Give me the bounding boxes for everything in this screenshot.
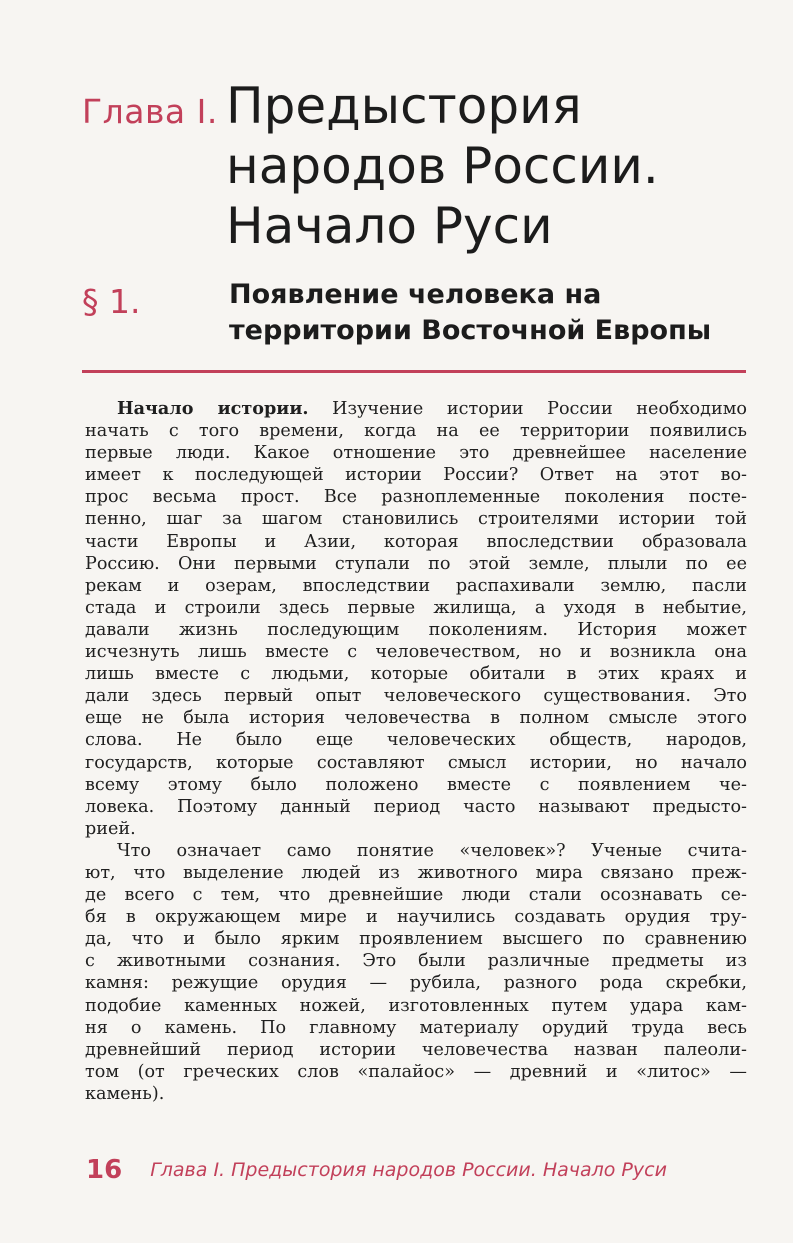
section-title-line: территории Восточной Европы bbox=[229, 315, 712, 346]
text-line: Россию. Они первыми ступали по этой земле, плыли по ее bbox=[85, 553, 747, 574]
section-number: § 1. bbox=[82, 282, 141, 321]
page-footer bbox=[86, 1155, 667, 1185]
text-line: рией. bbox=[85, 818, 136, 839]
chapter-title-line: Начало Руси bbox=[226, 197, 553, 255]
text-line: слова. Не было еще человеческих обществ, народов, bbox=[85, 730, 747, 751]
paragraph bbox=[85, 840, 747, 1105]
text-line: прос весьма прост. Все разноплеменные поколения посте- bbox=[85, 487, 747, 508]
text-line: ня о камень. По главному материалу орудий труда весь bbox=[85, 1017, 747, 1038]
text-line: всему этому было положено вместе с появлением че- bbox=[85, 774, 747, 795]
run-in-heading: Начало истории. bbox=[117, 398, 309, 419]
text-line: первые люди. Какое отношение это древнейшее население bbox=[85, 443, 747, 464]
paragraph bbox=[85, 398, 747, 840]
text-line: пенно, шаг за шагом становились строителями истории той bbox=[85, 509, 747, 530]
body-text bbox=[85, 398, 747, 1105]
section-divider bbox=[82, 370, 746, 373]
text-line: древнейший период истории человечества назван палеоли- bbox=[85, 1039, 747, 1060]
running-head: Глава I. Предыстория народов России. Начало Руси bbox=[150, 1159, 667, 1181]
text-line: имеет к последующей истории России? Ответ на этот во- bbox=[85, 465, 747, 486]
chapter-title-line: Предыстория bbox=[226, 77, 582, 135]
chapter-title bbox=[226, 76, 766, 256]
text-line: ловека. Поэтому данный период часто называют предысто- bbox=[85, 796, 747, 817]
text-line: давали жизнь последующим поколениям. История может bbox=[85, 619, 747, 640]
text-line: ют, что выделение людей из животного мира связано преж- bbox=[85, 862, 747, 883]
text-line: том (от греческих слов «палайос» — древний и «литос» — bbox=[85, 1061, 747, 1082]
text-line: еще не была история человечества в полном смысле этого bbox=[85, 708, 747, 729]
text-line: де всего с тем, что древнейшие люди стали осознавать се- bbox=[85, 885, 747, 906]
text-line: камень). bbox=[85, 1083, 165, 1104]
text-line: государств, которые составляют смысл истории, но начало bbox=[85, 752, 747, 773]
text-line: бя в окружающем мире и научились создавать орудия тру- bbox=[85, 907, 747, 928]
chapter-title-line: народов России. bbox=[226, 137, 659, 195]
text-line: Что означает само понятие «человек»? Ученые счита- bbox=[117, 840, 747, 861]
text-line: да, что и было ярким проявлением высшего по сравнению bbox=[85, 929, 747, 950]
text-line: начать с того времени, когда на ее территории появились bbox=[85, 421, 747, 442]
text-line: Начало истории. Изучение истории России необходимо bbox=[117, 398, 747, 419]
text-line: дали здесь первый опыт человеческого существования. Это bbox=[85, 686, 747, 707]
text-line: исчезнуть лишь вместе с человечеством, но и возникла она bbox=[85, 642, 747, 663]
text-line: подобие каменных ножей, изготовленных путем удара кам- bbox=[85, 995, 747, 1016]
text-line: камня: режущие орудия — рубила, разного рода скребки, bbox=[85, 973, 747, 994]
text-line: части Европы и Азии, которая впоследствии образовала bbox=[85, 531, 747, 552]
text-line: рекам и озерам, впоследствии распахивали землю, пасли bbox=[85, 575, 747, 596]
section-title bbox=[229, 277, 769, 349]
text-line: стада и строили здесь первые жилища, а уходя в небытие, bbox=[85, 597, 747, 618]
text-line: лишь вместе с людьми, которые обитали в этих краях и bbox=[85, 664, 747, 685]
chapter-label: Глава I. bbox=[82, 92, 218, 131]
page-number: 16 bbox=[86, 1155, 123, 1185]
section-title-line: Появление человека на bbox=[229, 279, 602, 310]
text-line: с животными сознания. Это были различные предметы из bbox=[85, 951, 747, 972]
